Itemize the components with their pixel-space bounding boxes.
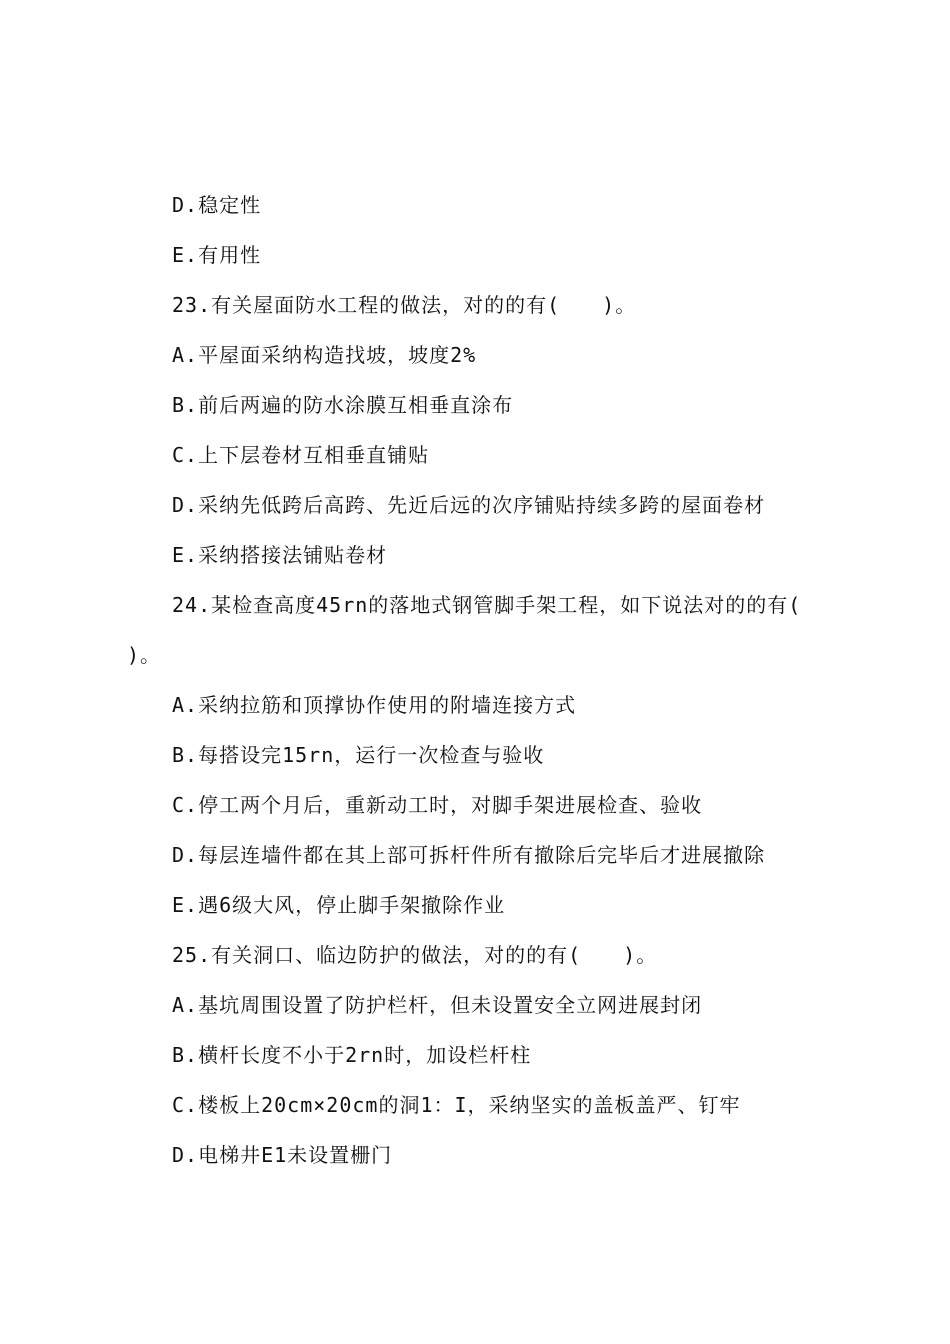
option-a-q25: A.基坑周围设置了防护栏杆，但未设置安全立网进展封闭: [172, 993, 703, 1017]
option-c-q24: C.停工两个月后，重新动工时，对脚手架进展检查、验收: [172, 793, 703, 817]
option-b-q23: B.前后两遍的防水涂膜互相垂直涂布: [172, 393, 514, 417]
question-24-continued: )。: [127, 643, 162, 667]
option-c-q23: C.上下层卷材互相垂直铺贴: [172, 443, 430, 467]
option-a-q23: A.平屋面采纳构造找坡，坡度2%: [172, 343, 477, 367]
option-e-q24: E.遇6级大风，停止脚手架撤除作业: [172, 893, 506, 917]
option-e-q22: E.有用性: [172, 243, 262, 267]
option-d-q22: D.稳定性: [172, 193, 262, 217]
question-23: 23.有关屋面防水工程的做法，对的的有( )。: [172, 293, 637, 317]
option-d-q23: D.采纳先低跨后高跨、先近后远的次序铺贴持续多跨的屋面卷材: [172, 493, 766, 517]
option-a-q24: A.采纳拉筋和顶撑协作使用的附墙连接方式: [172, 693, 577, 717]
option-e-q23: E.采纳搭接法铺贴卷材: [172, 543, 388, 567]
question-25: 25.有关洞口、临边防护的做法，对的的有( )。: [172, 943, 658, 967]
question-24: 24.某检查高度45rn的落地式钢管脚手架工程，如下说法对的的有(: [172, 593, 802, 617]
option-c-q25: C.楼板上20cm×20cm的洞1：I，采纳坚实的盖板盖严、钉牢: [172, 1093, 741, 1117]
option-b-q25: B.横杆长度不小于2rn时，加设栏杆柱: [172, 1043, 532, 1067]
option-b-q24: B.每搭设完15rn，运行一次检查与验收: [172, 743, 545, 767]
option-d-q25: D.电梯井E1未设置栅门: [172, 1143, 393, 1167]
option-d-q24: D.每层连墙件都在其上部可拆杆件所有撤除后完毕后才进展撤除: [172, 843, 766, 867]
